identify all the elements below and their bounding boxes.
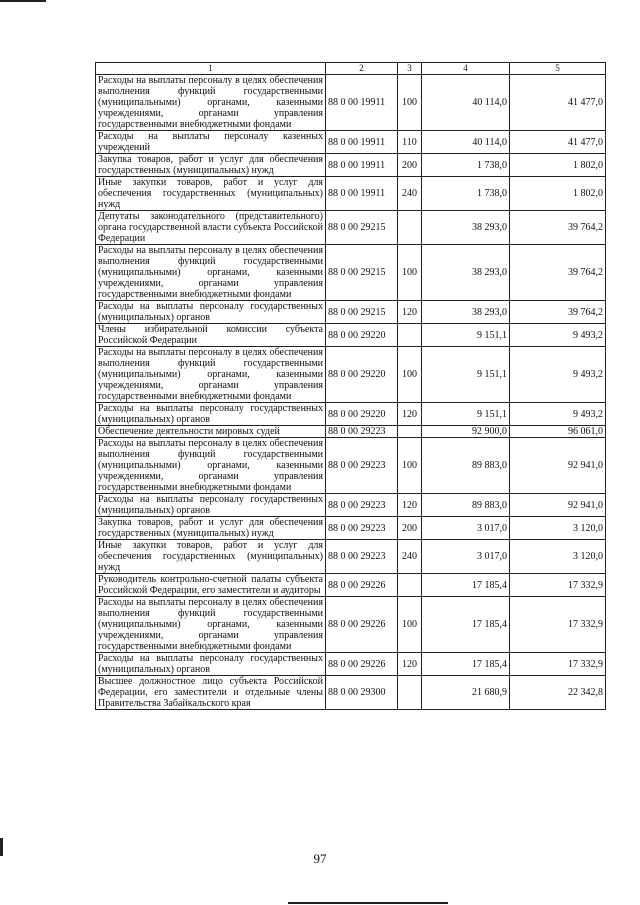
row-code: 88 0 00 29223: [326, 540, 398, 574]
row-name: Расходы на выплаты персоналу в целях обеспечения выполнения функций государственными (муниципальными) органами, казенными учреждениями, органами управления государственными внебюджетными фондами: [96, 597, 326, 653]
table-row: [96, 211, 606, 245]
row-name: Депутаты законодательного (представительного) органа государственной власти субъекта Российской Федерации: [96, 211, 326, 245]
row-value-1: 89 883,0: [422, 494, 510, 517]
row-code: 88 0 00 29226: [326, 597, 398, 653]
row-name: Закупка товаров, работ и услуг для обеспечения государственных (муниципальных) нужд: [96, 154, 326, 177]
row-value-1: 3 017,0: [422, 540, 510, 574]
row-vr: 100: [398, 245, 422, 301]
table-row: [96, 75, 606, 131]
scan-edge-mark-bottom: [288, 902, 448, 904]
table-header-row: [96, 63, 606, 75]
row-vr: [398, 574, 422, 597]
row-value-2: 1 802,0: [510, 177, 606, 211]
scan-edge-mark-top: [0, 0, 46, 2]
row-vr: [398, 211, 422, 245]
row-name: Расходы на выплаты персоналу в целях обеспечения выполнения функций государственными (муниципальными) органами, казенными учреждениями, органами управления государственными внебюджетными фондами: [96, 75, 326, 131]
row-vr: [398, 676, 422, 710]
table-row: [96, 324, 606, 347]
row-name: Расходы на выплаты персоналу в целях обеспечения выполнения функций государственными (муниципальными) органами, казенными учреждениями, органами управления государственными внебюджетными фондами: [96, 347, 326, 403]
row-name: Высшее должностное лицо субъекта Российской Федерации, его заместители и отдельные члены Правительства Забайкальского края: [96, 676, 326, 710]
row-vr: [398, 426, 422, 438]
row-name: Расходы на выплаты персоналу в целях обеспечения выполнения функций государственными (муниципальными) органами, казенными учреждениями, органами управления государственными внебюджетными фондами: [96, 438, 326, 494]
header-col-4: 4: [422, 63, 510, 75]
table-row: [96, 403, 606, 426]
row-code: 88 0 00 29223: [326, 426, 398, 438]
row-vr: 120: [398, 403, 422, 426]
row-vr: 100: [398, 597, 422, 653]
row-value-2: 41 477,0: [510, 131, 606, 154]
row-value-2: 39 764,2: [510, 245, 606, 301]
table-row: [96, 301, 606, 324]
row-value-1: 38 293,0: [422, 245, 510, 301]
table-row: [96, 245, 606, 301]
row-vr: 100: [398, 438, 422, 494]
row-value-2: 92 941,0: [510, 438, 606, 494]
page-number: 97: [313, 851, 327, 866]
table-row: [96, 347, 606, 403]
row-vr: 100: [398, 347, 422, 403]
row-value-2: 1 802,0: [510, 154, 606, 177]
row-code: 88 0 00 29220: [326, 347, 398, 403]
row-vr: 240: [398, 540, 422, 574]
row-value-2: 9 493,2: [510, 403, 606, 426]
row-value-1: 3 017,0: [422, 517, 510, 540]
table-row: [96, 131, 606, 154]
row-value-1: 1 738,0: [422, 177, 510, 211]
row-value-1: 89 883,0: [422, 438, 510, 494]
row-vr: 120: [398, 653, 422, 676]
row-name: Расходы на выплаты персоналу государственных (муниципальных) органов: [96, 494, 326, 517]
row-name: Расходы на выплаты персоналу государственных (муниципальных) органов: [96, 403, 326, 426]
row-name: Иные закупки товаров, работ и услуг для обеспечения государственных (муниципальных) нужд: [96, 540, 326, 574]
row-code: 88 0 00 29223: [326, 438, 398, 494]
row-name: Иные закупки товаров, работ и услуг для обеспечения государственных (муниципальных) нужд: [96, 177, 326, 211]
row-value-1: 92 900,0: [422, 426, 510, 438]
header-col-5: 5: [510, 63, 606, 75]
row-code: 88 0 00 29226: [326, 653, 398, 676]
row-value-2: 39 764,2: [510, 211, 606, 245]
row-code: 88 0 00 29223: [326, 517, 398, 540]
header-col-2: 2: [326, 63, 398, 75]
row-vr: 120: [398, 494, 422, 517]
header-col-3: 3: [398, 63, 422, 75]
row-value-2: 96 061,0: [510, 426, 606, 438]
row-code: 88 0 00 29220: [326, 324, 398, 347]
row-vr: 240: [398, 177, 422, 211]
row-code: 88 0 00 29300: [326, 676, 398, 710]
row-value-2: 9 493,2: [510, 324, 606, 347]
budget-table: [95, 62, 606, 710]
row-name: Расходы на выплаты персоналу государственных (муниципальных) органов: [96, 653, 326, 676]
row-name: Расходы на выплаты персоналу в целях обеспечения выполнения функций государственными (муниципальными) органами, казенными учреждениями, органами управления государственными внебюджетными фондами: [96, 245, 326, 301]
row-code: 88 0 00 19911: [326, 177, 398, 211]
row-code: 88 0 00 29215: [326, 245, 398, 301]
row-value-2: 3 120,0: [510, 540, 606, 574]
row-name: Руководитель контрольно-счетной палаты субъекта Российской Федерации, его заместители и аудиторы: [96, 574, 326, 597]
table-row: [96, 438, 606, 494]
row-value-2: 17 332,9: [510, 574, 606, 597]
row-value-2: 9 493,2: [510, 347, 606, 403]
row-code: 88 0 00 29226: [326, 574, 398, 597]
row-code: 88 0 00 19911: [326, 154, 398, 177]
row-vr: 200: [398, 154, 422, 177]
row-value-1: 17 185,4: [422, 653, 510, 676]
row-vr: [398, 324, 422, 347]
row-value-1: 38 293,0: [422, 211, 510, 245]
row-value-1: 38 293,0: [422, 301, 510, 324]
row-name: Обеспечение деятельности мировых судей: [96, 426, 326, 438]
row-value-2: 41 477,0: [510, 75, 606, 131]
table-row: [96, 574, 606, 597]
row-value-2: 17 332,9: [510, 653, 606, 676]
row-value-2: 3 120,0: [510, 517, 606, 540]
row-value-1: 17 185,4: [422, 597, 510, 653]
table-row: [96, 517, 606, 540]
table-row: [96, 540, 606, 574]
row-code: 88 0 00 29223: [326, 494, 398, 517]
row-value-1: 40 114,0: [422, 131, 510, 154]
row-vr: 200: [398, 517, 422, 540]
row-value-2: 39 764,2: [510, 301, 606, 324]
row-value-1: 9 151,1: [422, 347, 510, 403]
row-value-2: 22 342,8: [510, 676, 606, 710]
row-name: Расходы на выплаты персоналу государственных (муниципальных) органов: [96, 301, 326, 324]
row-code: 88 0 00 29220: [326, 403, 398, 426]
table-row: [96, 597, 606, 653]
row-code: 88 0 00 29215: [326, 301, 398, 324]
row-value-1: 17 185,4: [422, 574, 510, 597]
table-row: [96, 426, 606, 438]
row-name: Расходы на выплаты персоналу казенных учреждений: [96, 131, 326, 154]
table-row: [96, 676, 606, 710]
header-col-1: 1: [96, 63, 326, 75]
row-name: Закупка товаров, работ и услуг для обеспечения государственных (муниципальных) нужд: [96, 517, 326, 540]
row-vr: 100: [398, 75, 422, 131]
table-row: [96, 494, 606, 517]
row-vr: 110: [398, 131, 422, 154]
row-code: 88 0 00 29215: [326, 211, 398, 245]
row-value-2: 92 941,0: [510, 494, 606, 517]
table-row: [96, 177, 606, 211]
row-value-1: 9 151,1: [422, 403, 510, 426]
row-code: 88 0 00 19911: [326, 75, 398, 131]
row-value-1: 40 114,0: [422, 75, 510, 131]
row-name: Члены избирательной комиссии субъекта Российской Федерации: [96, 324, 326, 347]
row-value-1: 21 680,9: [422, 676, 510, 710]
row-value-1: 9 151,1: [422, 324, 510, 347]
row-value-2: 17 332,9: [510, 597, 606, 653]
table-row: [96, 653, 606, 676]
row-code: 88 0 00 19911: [326, 131, 398, 154]
row-value-1: 1 738,0: [422, 154, 510, 177]
row-vr: 120: [398, 301, 422, 324]
table-row: [96, 154, 606, 177]
